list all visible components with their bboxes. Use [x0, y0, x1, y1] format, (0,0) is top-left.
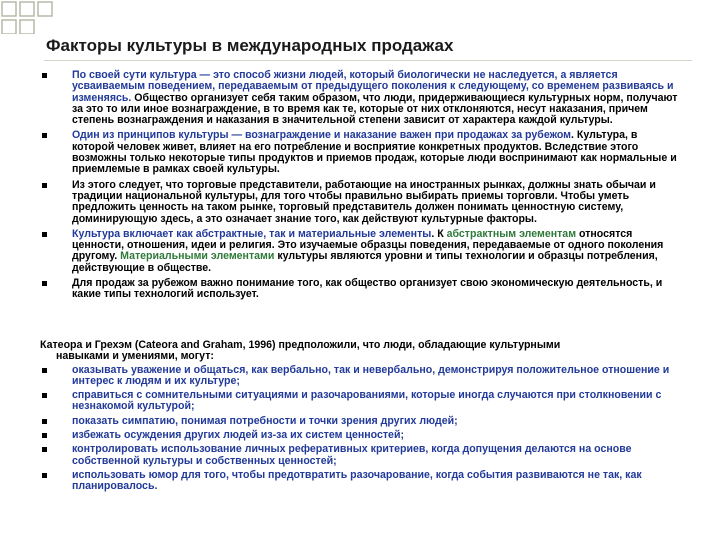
- text-segment: относятся ценности, отношения, идеи и религия. Это изучаемые образцы поведения, передаваемые от одного поколения другому.: [72, 227, 664, 263]
- text-segment: абстрактным элементам: [446, 227, 577, 240]
- skill-list-item: [40, 430, 680, 441]
- skill-text: оказывать уважение и общаться, как вербально, так и невербально, демонстрируя положительное отношение и интерес к людям и их культуре;: [72, 363, 670, 387]
- square-bullet-icon: [42, 433, 47, 438]
- text-segment: По своей сути культура — это способ жизни людей, который биологически не наследуется, а является усваиваемым поведением, передаваемым от предыдущего поколения к следующему, со временем развиваясь и изменяясь.: [72, 69, 674, 104]
- top-list-item: [40, 278, 680, 301]
- skill-text: избежать осуждения других людей из-за их систем ценностей;: [72, 429, 404, 442]
- square-bullet-icon: [42, 447, 47, 452]
- slide-title: Факторы культуры в международных продажах: [46, 36, 454, 55]
- square-bullet-icon: [42, 393, 47, 398]
- title-divider: [44, 60, 692, 61]
- skills-intro-line1: Катеора и Грехэм (Cateora and Graham, 1996) предположили, что люди, обладающие культурными: [40, 339, 561, 351]
- skill-list-item: [40, 470, 680, 493]
- skill-list-item: [40, 444, 680, 467]
- skills-bullet-list: [40, 365, 680, 493]
- top-list-item: [40, 70, 680, 126]
- skills-section: [40, 340, 680, 496]
- top-list-item: [40, 229, 680, 274]
- text-segment: . Культура, в которой человек живет, влияет на его потребление и восприятие конкретных продуктов. Вследствие этого возможны только некоторые типы продуктов и приемов продаж, которые люди воспринимают как нормальные и приемлемые в рамках своей культуры.: [72, 129, 677, 176]
- deco-square: [20, 20, 34, 34]
- square-bullet-icon: [42, 368, 47, 373]
- skill-list-item: [40, 390, 680, 413]
- skill-text: использовать юмор для того, чтобы предотвратить разочарование, когда события развиваются не так, как планировалось.: [72, 468, 642, 493]
- square-bullet-icon: [42, 419, 47, 424]
- decorative-squares: [0, 0, 720, 34]
- text-segment: Культура включает как абстрактные, так и материальные элементы: [72, 227, 432, 240]
- skill-text: справиться с сомнительными ситуациями и разочарованиями, которые иногда случаются при столкновении с незнакомой культурой;: [72, 389, 662, 413]
- square-bullet-icon: [42, 133, 47, 138]
- deco-square: [2, 20, 16, 34]
- skills-intro-line2: навыками и умениями, могут:: [56, 350, 214, 363]
- skill-list-item: [40, 365, 680, 388]
- skills-intro: [40, 340, 680, 363]
- deco-square: [20, 2, 34, 16]
- square-bullet-icon: [42, 281, 47, 286]
- text-segment: Для продаж за рубежом важно понимание того, как общество организует свою экономическую деятельность, и какие типы технологий использует.: [72, 277, 663, 301]
- text-segment: Материальными элементами: [120, 250, 275, 263]
- text-segment: Общество организует себя таким образом, что люди, придерживающиеся культурных норм, получают за это то или иное вознаграждение, в то время как те, которые от них отклоняются, несут наказания, причем степень вознаграждения и наказания в значительной степени зависит от характера каждой культуры.: [72, 91, 678, 127]
- top-bullet-list: [40, 70, 680, 305]
- top-list-item: [40, 130, 680, 175]
- text-segment: . К: [431, 227, 447, 240]
- square-bullet-icon: [42, 183, 47, 188]
- top-list-item: [40, 180, 680, 225]
- text-segment: Один из принципов культуры — вознаграждение и наказание важен при продажах за рубежом: [72, 129, 571, 142]
- skill-list-item: [40, 416, 680, 427]
- deco-square: [38, 2, 52, 16]
- deco-square: [2, 2, 16, 16]
- text-segment: Из этого следует, что торговые представители, работающие на иностранных рынках, должны знать обычаи и традиции национальной культуры, для того чтобы правильно выбирать приемы торговли. Чтобы уметь предложить ценность на таком рынке, торговый представитель должен понимать ценностную систему, доминирующую здесь, а это означает знание того, как действуют культурные факторы.: [72, 178, 656, 225]
- square-bullet-icon: [42, 473, 47, 478]
- skill-text: контролировать использование личных реферативных критериев, когда допущения делаются на основе собственной культуры и собственных ценностей;: [72, 443, 632, 467]
- text-segment: культуры являются уровни и типы технологии и образцы потребления, действующие в обществе.: [72, 250, 658, 274]
- skill-text: показать симпатию, понимая потребности и точки зрения других людей;: [72, 414, 458, 427]
- square-bullet-icon: [42, 73, 47, 78]
- square-bullet-icon: [42, 232, 47, 237]
